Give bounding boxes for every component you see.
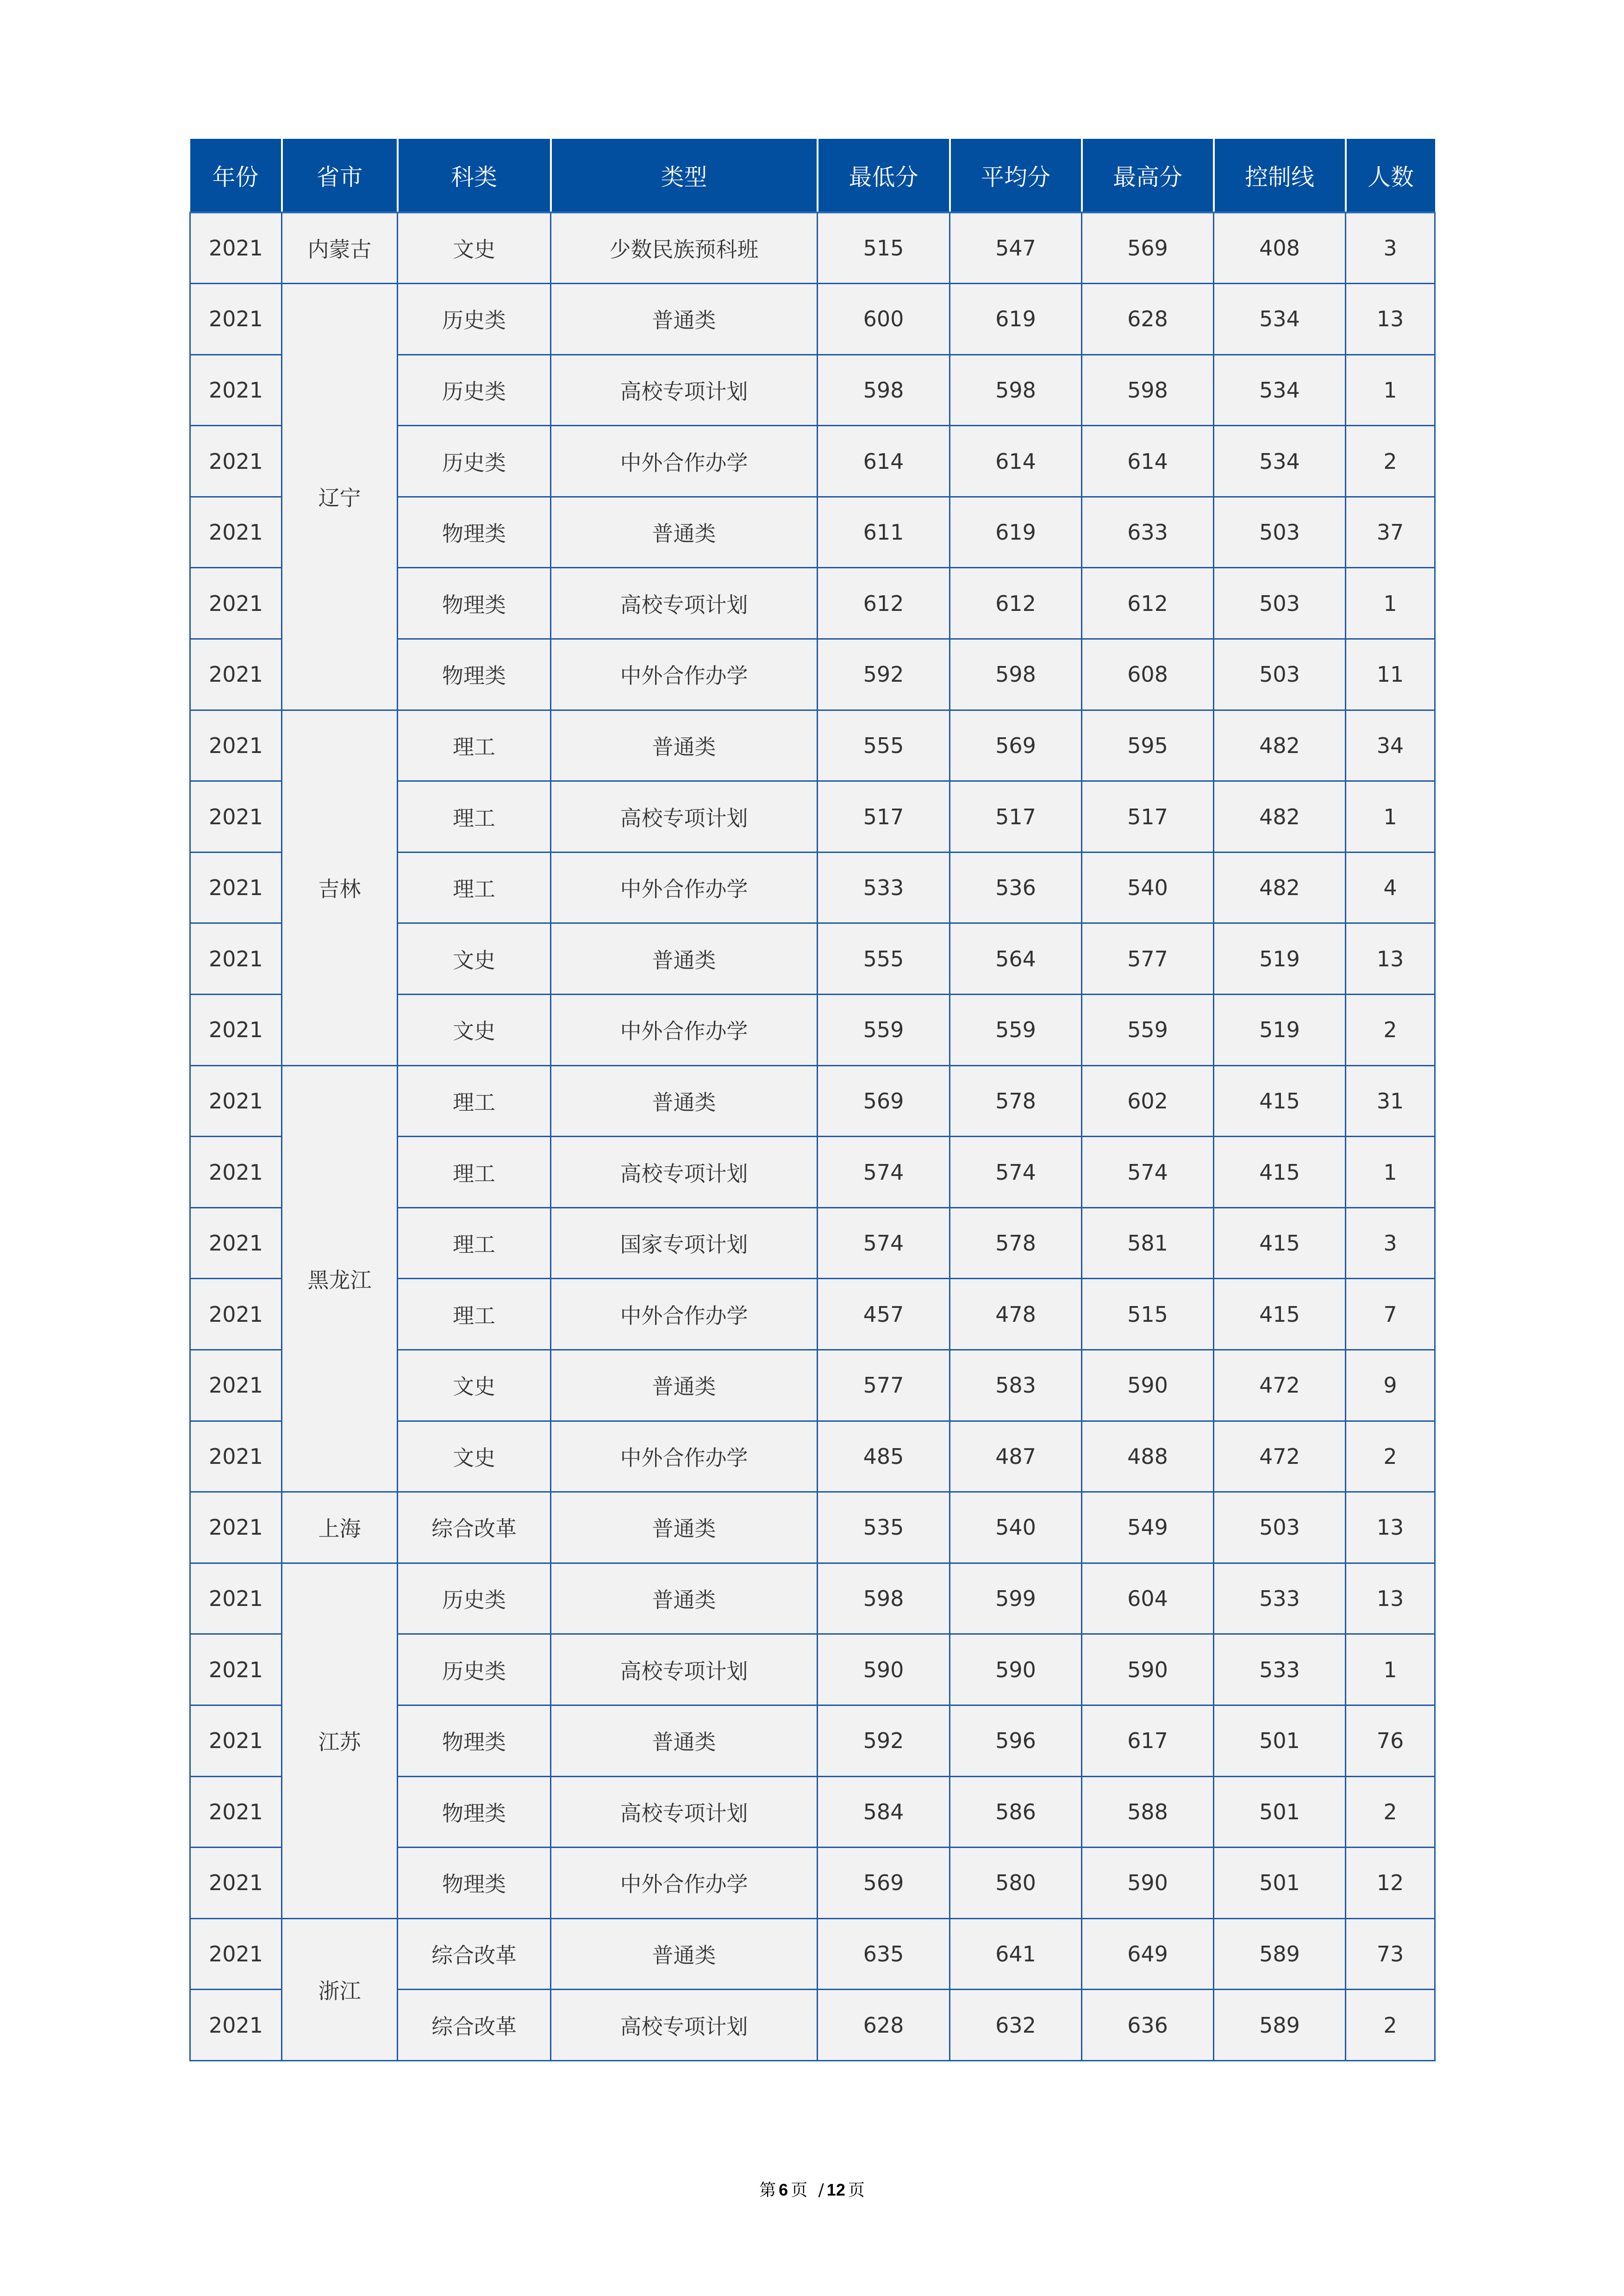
cell-count: 13 — [1346, 1563, 1435, 1634]
cell-control-line: 482 — [1214, 781, 1346, 852]
cell-control-line: 503 — [1214, 639, 1346, 710]
cell-min-score: 535 — [818, 1492, 950, 1563]
cell-subject: 物理类 — [398, 1705, 551, 1776]
cell-max-score: 569 — [1082, 212, 1214, 284]
cell-subject: 物理类 — [398, 1848, 551, 1919]
cell-control-line: 589 — [1214, 1990, 1346, 2061]
cell-subject: 历史类 — [398, 1563, 551, 1634]
cell-avg-score: 596 — [950, 1705, 1082, 1776]
cell-year: 2021 — [190, 355, 282, 426]
cell-max-score: 633 — [1082, 497, 1214, 568]
cell-control-line: 415 — [1214, 1065, 1346, 1137]
cell-count: 12 — [1346, 1848, 1435, 1919]
cell-province: 黑龙江 — [282, 1065, 398, 1492]
cell-avg-score: 619 — [950, 497, 1082, 568]
footer-suffix: 页 — [848, 2181, 865, 2200]
table-row — [190, 212, 1435, 284]
cell-min-score: 598 — [818, 1563, 950, 1634]
cell-control-line: 519 — [1214, 923, 1346, 995]
cell-count: 1 — [1346, 355, 1435, 426]
cell-control-line: 501 — [1214, 1705, 1346, 1776]
cell-max-score: 608 — [1082, 639, 1214, 710]
cell-year: 2021 — [190, 1776, 282, 1848]
cell-subject: 文史 — [398, 1421, 551, 1492]
footer-separator: / — [818, 2181, 824, 2200]
cell-year: 2021 — [190, 1137, 282, 1208]
cell-max-score: 602 — [1082, 1065, 1214, 1137]
table-row — [190, 284, 1435, 355]
cell-subject: 综合改革 — [398, 1492, 551, 1563]
cell-subject: 理工 — [398, 1279, 551, 1350]
cell-avg-score: 612 — [950, 568, 1082, 639]
cell-avg-score: 580 — [950, 1848, 1082, 1919]
cell-year: 2021 — [190, 284, 282, 355]
cell-subject: 物理类 — [398, 568, 551, 639]
cell-max-score: 612 — [1082, 568, 1214, 639]
cell-count: 1 — [1346, 568, 1435, 639]
cell-type: 中外合作办学 — [551, 426, 818, 497]
cell-subject: 综合改革 — [398, 1918, 551, 1990]
cell-type: 高校专项计划 — [551, 568, 818, 639]
admission-score-table — [189, 139, 1436, 2061]
cell-avg-score: 583 — [950, 1350, 1082, 1421]
cell-avg-score: 598 — [950, 355, 1082, 426]
cell-min-score: 592 — [818, 639, 950, 710]
cell-type: 中外合作办学 — [551, 1421, 818, 1492]
cell-count: 13 — [1346, 1492, 1435, 1563]
cell-max-score: 590 — [1082, 1350, 1214, 1421]
cell-max-score: 549 — [1082, 1492, 1214, 1563]
cell-type: 高校专项计划 — [551, 1776, 818, 1848]
header-subject: 科类 — [398, 139, 551, 212]
cell-subject: 物理类 — [398, 639, 551, 710]
cell-type: 中外合作办学 — [551, 995, 818, 1066]
header-row — [190, 139, 1435, 212]
cell-avg-score: 578 — [950, 1207, 1082, 1279]
cell-year: 2021 — [190, 1634, 282, 1705]
cell-control-line: 408 — [1214, 212, 1346, 284]
cell-control-line: 482 — [1214, 852, 1346, 923]
footer-page-word: 页 — [791, 2181, 808, 2200]
cell-year: 2021 — [190, 1705, 282, 1776]
cell-control-line: 503 — [1214, 1492, 1346, 1563]
cell-control-line: 534 — [1214, 355, 1346, 426]
cell-subject: 综合改革 — [398, 1990, 551, 2061]
cell-year: 2021 — [190, 1990, 282, 2061]
table-body — [190, 212, 1435, 2060]
cell-type: 高校专项计划 — [551, 355, 818, 426]
cell-max-score: 540 — [1082, 852, 1214, 923]
cell-type: 普通类 — [551, 710, 818, 781]
cell-year: 2021 — [190, 1350, 282, 1421]
cell-min-score: 590 — [818, 1634, 950, 1705]
header-max-score: 最高分 — [1082, 139, 1214, 212]
cell-max-score: 598 — [1082, 355, 1214, 426]
cell-subject: 理工 — [398, 1137, 551, 1208]
table-row — [190, 1563, 1435, 1634]
cell-min-score: 612 — [818, 568, 950, 639]
cell-max-score: 588 — [1082, 1776, 1214, 1848]
cell-type: 普通类 — [551, 1705, 818, 1776]
cell-count: 13 — [1346, 923, 1435, 995]
cell-max-score: 559 — [1082, 995, 1214, 1066]
cell-min-score: 515 — [818, 212, 950, 284]
cell-max-score: 614 — [1082, 426, 1214, 497]
cell-control-line: 415 — [1214, 1137, 1346, 1208]
cell-avg-score: 574 — [950, 1137, 1082, 1208]
cell-type: 中外合作办学 — [551, 1848, 818, 1919]
cell-year: 2021 — [190, 639, 282, 710]
cell-type: 普通类 — [551, 284, 818, 355]
cell-avg-score: 599 — [950, 1563, 1082, 1634]
cell-year: 2021 — [190, 426, 282, 497]
cell-subject: 物理类 — [398, 1776, 551, 1848]
cell-subject: 文史 — [398, 923, 551, 995]
cell-control-line: 503 — [1214, 568, 1346, 639]
cell-avg-score: 586 — [950, 1776, 1082, 1848]
cell-count: 2 — [1346, 995, 1435, 1066]
cell-avg-score: 578 — [950, 1065, 1082, 1137]
cell-subject: 历史类 — [398, 355, 551, 426]
cell-avg-score: 540 — [950, 1492, 1082, 1563]
cell-control-line: 472 — [1214, 1421, 1346, 1492]
cell-subject: 文史 — [398, 995, 551, 1066]
cell-avg-score: 487 — [950, 1421, 1082, 1492]
cell-min-score: 598 — [818, 355, 950, 426]
cell-min-score: 600 — [818, 284, 950, 355]
table-row — [190, 1065, 1435, 1137]
cell-type: 中外合作办学 — [551, 852, 818, 923]
cell-control-line: 533 — [1214, 1634, 1346, 1705]
header-control-line: 控制线 — [1214, 139, 1346, 212]
cell-province: 浙江 — [282, 1918, 398, 2060]
header-type: 类型 — [551, 139, 818, 212]
cell-count: 2 — [1346, 1421, 1435, 1492]
cell-max-score: 590 — [1082, 1848, 1214, 1919]
cell-year: 2021 — [190, 1421, 282, 1492]
cell-count: 73 — [1346, 1918, 1435, 1990]
cell-year: 2021 — [190, 1207, 282, 1279]
cell-type: 中外合作办学 — [551, 639, 818, 710]
cell-min-score: 559 — [818, 995, 950, 1066]
cell-province: 吉林 — [282, 710, 398, 1065]
cell-max-score: 649 — [1082, 1918, 1214, 1990]
cell-max-score: 577 — [1082, 923, 1214, 995]
table-row — [190, 1918, 1435, 1990]
cell-max-score: 590 — [1082, 1634, 1214, 1705]
cell-min-score: 577 — [818, 1350, 950, 1421]
cell-count: 37 — [1346, 497, 1435, 568]
cell-count: 2 — [1346, 1776, 1435, 1848]
cell-count: 34 — [1346, 710, 1435, 781]
cell-count: 13 — [1346, 284, 1435, 355]
cell-subject: 理工 — [398, 852, 551, 923]
cell-avg-score: 614 — [950, 426, 1082, 497]
cell-count: 2 — [1346, 1990, 1435, 2061]
cell-year: 2021 — [190, 995, 282, 1066]
cell-control-line: 472 — [1214, 1350, 1346, 1421]
footer-prefix: 第 — [759, 2181, 776, 2200]
cell-count: 76 — [1346, 1705, 1435, 1776]
cell-avg-score: 619 — [950, 284, 1082, 355]
cell-min-score: 574 — [818, 1137, 950, 1208]
cell-year: 2021 — [190, 1918, 282, 1990]
cell-count: 1 — [1346, 1137, 1435, 1208]
cell-subject: 理工 — [398, 781, 551, 852]
cell-count: 7 — [1346, 1279, 1435, 1350]
cell-subject: 文史 — [398, 1350, 551, 1421]
cell-min-score: 592 — [818, 1705, 950, 1776]
cell-min-score: 635 — [818, 1918, 950, 1990]
cell-avg-score: 564 — [950, 923, 1082, 995]
cell-avg-score: 547 — [950, 212, 1082, 284]
cell-min-score: 584 — [818, 1776, 950, 1848]
page-footer — [0, 2177, 1624, 2201]
cell-type: 普通类 — [551, 497, 818, 568]
cell-year: 2021 — [190, 1563, 282, 1634]
header-province: 省市 — [282, 139, 398, 212]
cell-control-line: 415 — [1214, 1279, 1346, 1350]
cell-type: 普通类 — [551, 1918, 818, 1990]
cell-min-score: 555 — [818, 710, 950, 781]
cell-year: 2021 — [190, 923, 282, 995]
cell-year: 2021 — [190, 781, 282, 852]
cell-min-score: 611 — [818, 497, 950, 568]
cell-avg-score: 598 — [950, 639, 1082, 710]
cell-subject: 物理类 — [398, 497, 551, 568]
header-count: 人数 — [1346, 139, 1435, 212]
cell-subject: 历史类 — [398, 1634, 551, 1705]
cell-control-line: 501 — [1214, 1776, 1346, 1848]
cell-year: 2021 — [190, 212, 282, 284]
header-avg-score: 平均分 — [950, 139, 1082, 212]
cell-count: 11 — [1346, 639, 1435, 710]
cell-max-score: 574 — [1082, 1137, 1214, 1208]
cell-control-line: 534 — [1214, 284, 1346, 355]
cell-max-score: 581 — [1082, 1207, 1214, 1279]
table-row — [190, 1492, 1435, 1563]
cell-min-score: 555 — [818, 923, 950, 995]
cell-avg-score: 632 — [950, 1990, 1082, 2061]
cell-min-score: 569 — [818, 1848, 950, 1919]
cell-min-score: 533 — [818, 852, 950, 923]
cell-count: 3 — [1346, 212, 1435, 284]
cell-min-score: 628 — [818, 1990, 950, 2061]
cell-year: 2021 — [190, 568, 282, 639]
cell-max-score: 628 — [1082, 284, 1214, 355]
cell-type: 普通类 — [551, 1065, 818, 1137]
footer-total-pages: 12 — [826, 2180, 845, 2199]
cell-type: 高校专项计划 — [551, 1137, 818, 1208]
cell-avg-score: 590 — [950, 1634, 1082, 1705]
cell-year: 2021 — [190, 1065, 282, 1137]
cell-subject: 理工 — [398, 1207, 551, 1279]
cell-control-line: 415 — [1214, 1207, 1346, 1279]
header-min-score: 最低分 — [818, 139, 950, 212]
cell-type: 少数民族预科班 — [551, 212, 818, 284]
cell-control-line: 482 — [1214, 710, 1346, 781]
cell-year: 2021 — [190, 852, 282, 923]
cell-min-score: 569 — [818, 1065, 950, 1137]
cell-control-line: 589 — [1214, 1918, 1346, 1990]
cell-count: 1 — [1346, 1634, 1435, 1705]
cell-year: 2021 — [190, 710, 282, 781]
cell-year: 2021 — [190, 1492, 282, 1563]
cell-avg-score: 517 — [950, 781, 1082, 852]
cell-avg-score: 478 — [950, 1279, 1082, 1350]
cell-year: 2021 — [190, 1279, 282, 1350]
cell-year: 2021 — [190, 497, 282, 568]
cell-type: 普通类 — [551, 1492, 818, 1563]
cell-control-line: 534 — [1214, 426, 1346, 497]
cell-control-line: 533 — [1214, 1563, 1346, 1634]
table-header — [190, 139, 1435, 212]
cell-min-score: 457 — [818, 1279, 950, 1350]
cell-type: 高校专项计划 — [551, 781, 818, 852]
cell-subject: 理工 — [398, 710, 551, 781]
cell-control-line: 501 — [1214, 1848, 1346, 1919]
cell-max-score: 636 — [1082, 1990, 1214, 2061]
cell-subject: 文史 — [398, 212, 551, 284]
cell-subject: 历史类 — [398, 426, 551, 497]
cell-min-score: 574 — [818, 1207, 950, 1279]
cell-type: 高校专项计划 — [551, 1634, 818, 1705]
cell-subject: 历史类 — [398, 284, 551, 355]
header-year: 年份 — [190, 139, 282, 212]
cell-avg-score: 536 — [950, 852, 1082, 923]
cell-min-score: 517 — [818, 781, 950, 852]
cell-province: 内蒙古 — [282, 212, 398, 284]
footer-current-page: 6 — [779, 2180, 788, 2199]
cell-count: 9 — [1346, 1350, 1435, 1421]
cell-count: 31 — [1346, 1065, 1435, 1137]
cell-max-score: 488 — [1082, 1421, 1214, 1492]
cell-province: 辽宁 — [282, 284, 398, 710]
cell-avg-score: 559 — [950, 995, 1082, 1066]
cell-control-line: 503 — [1214, 497, 1346, 568]
cell-year: 2021 — [190, 1848, 282, 1919]
cell-max-score: 617 — [1082, 1705, 1214, 1776]
cell-type: 普通类 — [551, 1563, 818, 1634]
cell-max-score: 517 — [1082, 781, 1214, 852]
cell-avg-score: 569 — [950, 710, 1082, 781]
cell-province: 江苏 — [282, 1563, 398, 1918]
cell-max-score: 604 — [1082, 1563, 1214, 1634]
cell-type: 国家专项计划 — [551, 1207, 818, 1279]
cell-min-score: 485 — [818, 1421, 950, 1492]
cell-subject: 理工 — [398, 1065, 551, 1137]
cell-min-score: 614 — [818, 426, 950, 497]
cell-count: 4 — [1346, 852, 1435, 923]
cell-count: 3 — [1346, 1207, 1435, 1279]
cell-max-score: 515 — [1082, 1279, 1214, 1350]
cell-type: 普通类 — [551, 923, 818, 995]
cell-control-line: 519 — [1214, 995, 1346, 1066]
cell-count: 2 — [1346, 426, 1435, 497]
cell-type: 高校专项计划 — [551, 1990, 818, 2061]
cell-province: 上海 — [282, 1492, 398, 1563]
cell-max-score: 595 — [1082, 710, 1214, 781]
cell-count: 1 — [1346, 781, 1435, 852]
cell-avg-score: 641 — [950, 1918, 1082, 1990]
table-row — [190, 710, 1435, 781]
cell-type: 中外合作办学 — [551, 1279, 818, 1350]
cell-type: 普通类 — [551, 1350, 818, 1421]
